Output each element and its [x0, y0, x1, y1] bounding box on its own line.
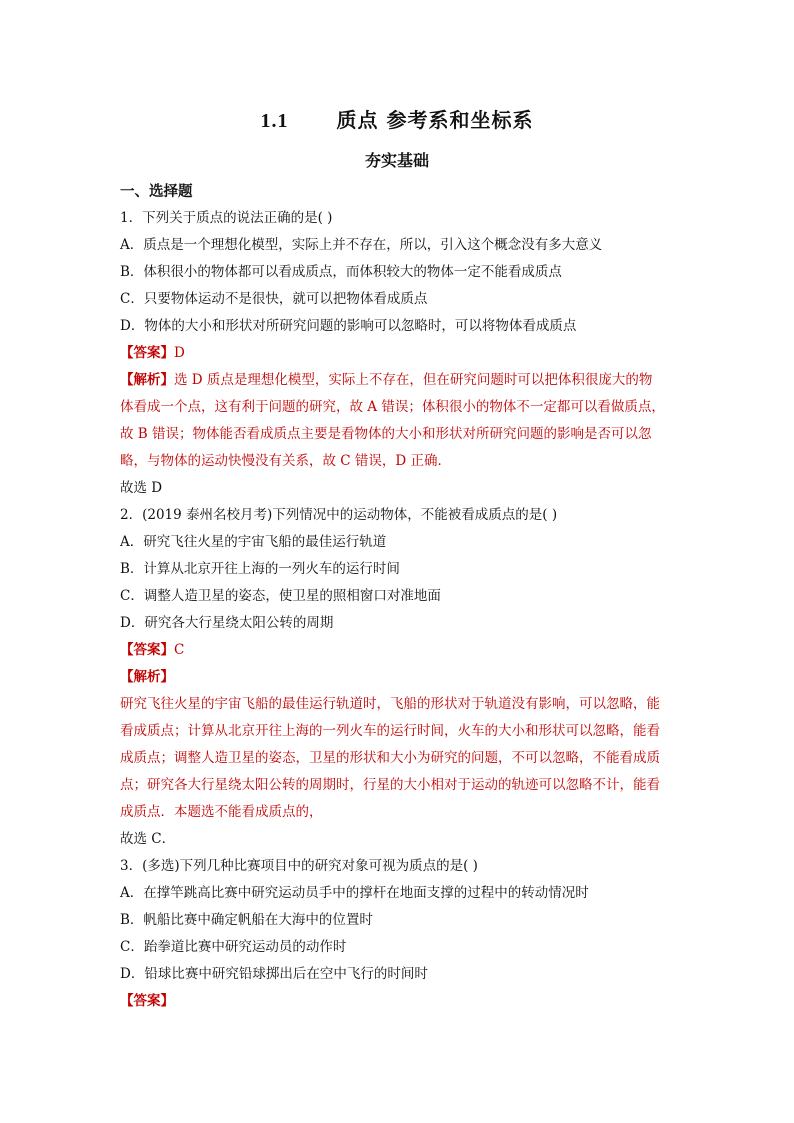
q3-stem: 3．(多选)下列几种比赛项目中的研究对象可视为质点的是( )	[120, 858, 478, 874]
section-heading: 一、选择题	[120, 183, 193, 200]
q2-analysis-heading	[120, 664, 680, 691]
q1-answer	[120, 340, 680, 367]
title-text: 质点 参考系和坐标系	[336, 108, 534, 132]
answer-tag: 【答案】	[120, 993, 174, 1009]
q2-analysis-line-2: 看成质点；计算从北京开往上海的一列火车的运行时间，火车的大小和形状可以忽略，能看	[120, 723, 660, 739]
q2-analysis-line-1: 研究飞往火星的宇宙飞船的最佳运行轨道时，飞船的形状对于轨道没有影响，可以忽略，能	[120, 696, 660, 712]
q1-analysis-line-4: 略，与物体的运动快慢没有关系，故 C 错误，D 正确．	[120, 453, 452, 469]
q2-conclusion: 故选 C．	[120, 831, 176, 847]
answer-value: C	[174, 642, 185, 658]
q3-answer	[120, 988, 680, 1015]
section-number: 1.1	[260, 110, 289, 132]
analysis-tag: 【解析】	[120, 372, 174, 388]
document-content	[120, 178, 680, 1015]
q2-option-c: C．调整人造卫星的姿态，使卫星的照相窗口对准地面	[120, 588, 441, 604]
q1-option-c: C．只要物体运动不是很快，就可以把物体看成质点	[120, 291, 428, 307]
page-title	[0, 104, 794, 133]
q2-analysis-line-4: 点；研究各大行星绕太阳公转的周期时，行星的大小相对于运动的轨迹可以忽略不计，能看	[120, 777, 660, 793]
analysis-text: 选 D 质点是理想化模型，实际上不存在，但在研究问题时可以把体积很庞大的物	[174, 372, 653, 388]
q1-option-d: D．物体的大小和形状对所研究问题的影响可以忽略时，可以将物体看成质点	[120, 318, 577, 334]
page-subtitle: 夯实基础	[364, 151, 429, 170]
q1-option-b: B．体积很小的物体都可以看成质点，而体积较大的物体一定不能看成质点	[120, 264, 562, 280]
q3-option-c: C．跆拳道比赛中研究运动员的动作时	[120, 939, 347, 955]
answer-value: D	[174, 345, 185, 361]
q1-option-a: A．质点是一个理想化模型，实际上并不存在，所以，引入这个概念没有多大意义	[120, 237, 603, 253]
q1-analysis-line-2: 体看成一个点，这有利于问题的研究，故 A 错误；体积很小的物体不一定都可以看做质点，	[120, 399, 665, 415]
q3-option-a: A．在撑竿跳高比赛中研究运动员手中的撑杆在地面支撑的过程中的转动情况时	[120, 885, 589, 901]
answer-tag: 【答案】	[120, 345, 174, 361]
q2-option-d: D．研究各大行星绕太阳公转的周期	[120, 615, 334, 631]
q2-answer	[120, 637, 680, 664]
q1-conclusion: 故选 D	[120, 480, 163, 496]
analysis-tag: 【解析】	[120, 669, 174, 685]
q1-analysis-line-3: 故 B 错误；物体能否看成质点主要是看物体的大小和形状对所研究问题的影响是否可以忽	[120, 426, 652, 442]
q2-analysis-line-5: 成质点．本题选不能看成质点的，	[120, 804, 323, 820]
q2-option-a: A．研究飞往火星的宇宙飞船的最佳运行轨道	[120, 534, 387, 550]
q2-analysis-line-3: 成质点；调整人造卫星的姿态，卫星的形状和大小为研究的问题，不可以忽略，不能看成质	[120, 750, 660, 766]
q3-option-b: B．帆船比赛中确定帆船在大海中的位置时	[120, 912, 373, 928]
q3-option-d: D．铅球比赛中研究铅球掷出后在空中飞行的时间时	[120, 966, 428, 982]
answer-tag: 【答案】	[120, 642, 174, 658]
q2-stem: 2．(2019 泰州名校月考)下列情况中的运动物体，不能被看成质点的是( )	[120, 507, 558, 523]
q1-analysis-line-1	[120, 367, 680, 394]
q2-option-b: B．计算从北京开往上海的一列火车的运行时间	[120, 561, 400, 577]
q1-stem: 1．下列关于质点的说法正确的是( )	[120, 210, 333, 226]
